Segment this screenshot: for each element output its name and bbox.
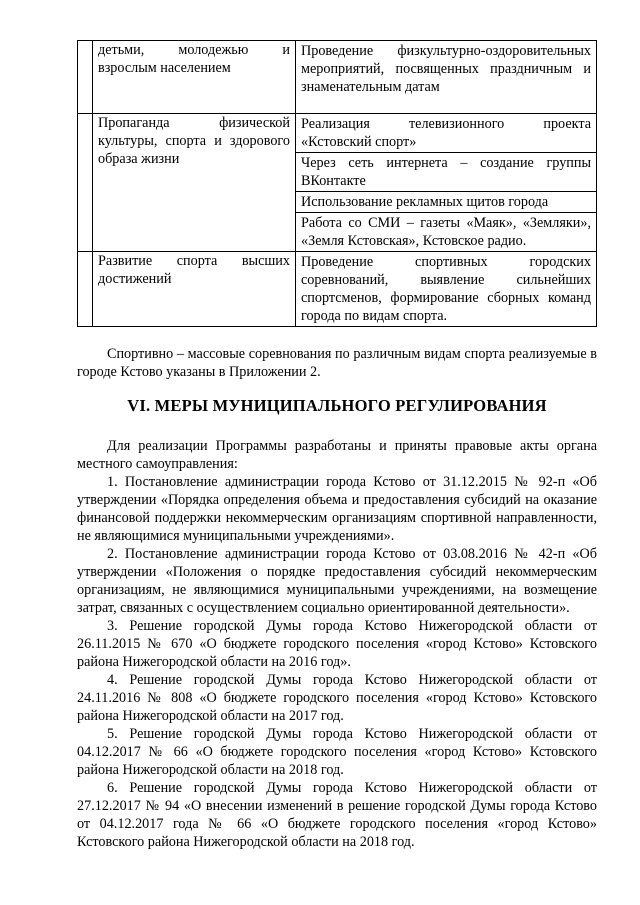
lead-paragraph: Для реализации Программы разработаны и приняты правовые акты органа местного самоуправления: — [77, 438, 597, 472]
act-item: 3. Решение городской Думы города Кстово Нижегородской области от 26.11.2015 № 670 «О бюджете городского поселения «город Кстово» Кстовского района Нижегородской области на 2016 год». — [77, 618, 597, 670]
act-item: 2. Постановление администрации города Кстово от 03.08.2016 № 42-п «Об утверждении «Положения о порядке предоставления субсидий некоммерческим организациям, не являющимися муниципальными учреждениями, на возмещение затрат, связанных с осуществлением социально ориентированной деятельности». — [77, 546, 597, 616]
act-item: 4. Решение городской Думы города Кстово Нижегородской области от 24.11.2016 № 808 «О бюджете городского поселения «город Кстово» Кстовского района Нижегородской области на 2017 год. — [77, 672, 597, 724]
act-item: 1. Постановление администрации города Кстово от 31.12.2015 № 92-п «Об утверждении «Порядка определения объема и предоставления субсидий на оказание финансовой поддержки некоммерческим организациям спортивной направленности, не являющимися муниципальными учреждениями». — [77, 474, 597, 544]
act-item: 6. Решение городской Думы города Кстово Нижегородской области от 27.12.2017 № 94 «О внесении изменений в решение городской Думы города Кстово от 04.12.2017 года № 66 «О бюджете городского поселения «город Кстово» Кстовского района Нижегородской области на 2018 год. — [77, 780, 597, 850]
goal-cell — [93, 114, 296, 252]
number-cell — [78, 252, 93, 327]
goal-text: Пропаганда физической культуры, спорта и здорового образа жизни — [98, 115, 290, 167]
intro-paragraph: Спортивно – массовые соревнования по различным видам спорта реализуемые в городе Кстово указаны в Приложении 2. — [77, 346, 597, 380]
goal-text: Развитие спорта высших достижений — [98, 253, 290, 287]
number-cell — [78, 41, 93, 114]
measure-item: Использование рекламных щитов города — [296, 192, 596, 213]
act-item: 5. Решение городской Думы города Кстово Нижегородской области от 04.12.2017 № 66 «О бюджете городского поселения «город Кстово» Кстовского района Нижегородской области на 2018 год. — [77, 726, 597, 778]
goal-cell — [93, 41, 296, 114]
measure-item: Через сеть интернета – создание группы ВКонтакте — [296, 153, 596, 192]
activities-table — [77, 40, 597, 327]
measure-item: Работа со СМИ – газеты «Маяк», «Земляки», «Земля Кстовская», Кстовское радио. — [301, 215, 591, 249]
measure-item: Проведение спортивных городских соревнований, выявление сильнейших спортсменов, формирование сборных команд города по видам спорта. — [301, 254, 591, 324]
measures-cell — [296, 252, 597, 327]
measures-cell — [296, 41, 597, 114]
section-heading: VI. МЕРЫ МУНИЦИПАЛЬНОГО РЕГУЛИРОВАНИЯ — [127, 396, 547, 415]
measure-item: Реализация телевизионного проекта «Кстовский спорт» — [296, 114, 596, 153]
goal-cell — [93, 252, 296, 327]
number-cell — [78, 114, 93, 252]
table-row — [78, 252, 597, 327]
table-row — [78, 114, 597, 252]
goal-text: детьми, молодежью и взрослым населением — [98, 42, 290, 76]
measure-item: Проведение физкультурно-оздоровительных мероприятий, посвященных праздничным и знаменательным датам — [301, 43, 591, 95]
measures-cell — [296, 114, 597, 252]
acts-list — [77, 473, 597, 851]
table-row — [78, 41, 597, 114]
